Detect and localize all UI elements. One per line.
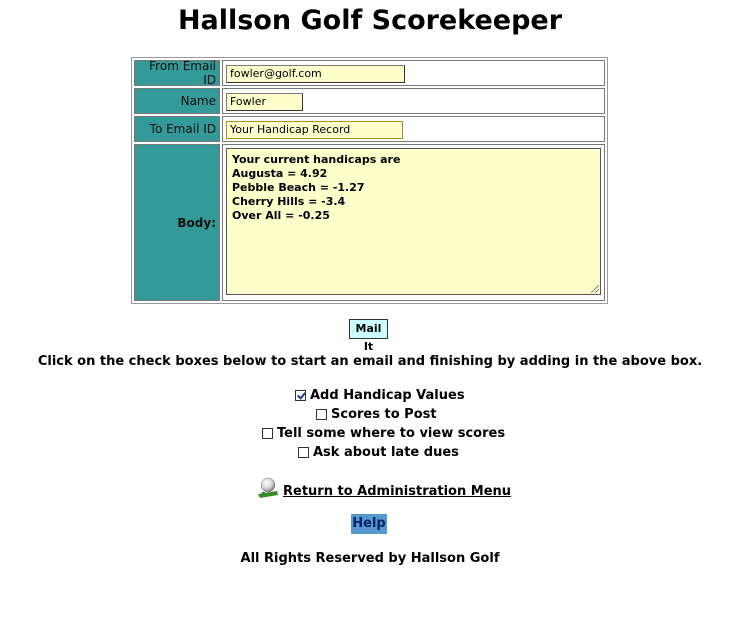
body-line: Pebble Beach = -1.27 [232,181,365,194]
option-view-scores[interactable] [262,425,505,441]
page-title: Hallson Golf Scorekeeper [177,5,563,36]
checkbox-view-scores[interactable] [262,428,273,439]
email-form [131,57,608,304]
name-label: Name [134,88,220,114]
to-email-input[interactable]: Your Handicap Record [226,121,403,139]
body-line: Augusta = 4.92 [232,167,328,180]
from-email-cell [222,60,605,86]
option-label: Tell some where to view scores [277,425,506,441]
to-row [134,116,605,142]
option-label: Ask about late dues [313,444,459,460]
mail-it-button[interactable]: Mail It [349,319,388,339]
checkbox-scores-to-post[interactable] [316,409,327,420]
body-label: Body: [134,144,220,301]
help-button[interactable]: Help [351,514,387,534]
body-line: Your current handicaps are [232,153,401,166]
resize-grip-icon[interactable] [591,285,599,293]
checkbox-late-dues[interactable] [298,447,309,458]
body-textarea[interactable] [226,148,601,295]
from-email-input[interactable]: fowler@golf.com [226,65,405,83]
footer-text: All Rights Reserved by Hallson Golf [240,551,500,566]
instructions-text: Click on the check boxes below to start an email and finishing by adding in the above box. [37,354,703,369]
option-label: Add Handicap Values [310,387,465,403]
from-email-label: From Email ID [134,60,220,86]
option-scores-to-post[interactable] [316,406,437,422]
option-label: Scores to Post [331,406,437,422]
name-input[interactable]: Fowler [226,93,303,111]
return-admin-link[interactable] [257,476,511,500]
body-line: Cherry Hills = -3.4 [232,195,346,208]
name-row [134,88,605,114]
option-add-handicap[interactable] [295,387,465,403]
checkbox-add-handicap[interactable] [295,390,306,401]
name-cell [222,88,605,114]
return-admin-label: Return to Administration Menu [283,484,512,499]
to-email-cell [222,116,605,142]
from-row [134,60,605,86]
option-late-dues[interactable] [298,444,459,460]
golf-ball-icon [257,476,279,500]
body-cell [222,144,605,301]
body-line: Over All = -0.25 [232,209,330,222]
body-row [134,144,605,301]
to-email-label: To Email ID [134,116,220,142]
